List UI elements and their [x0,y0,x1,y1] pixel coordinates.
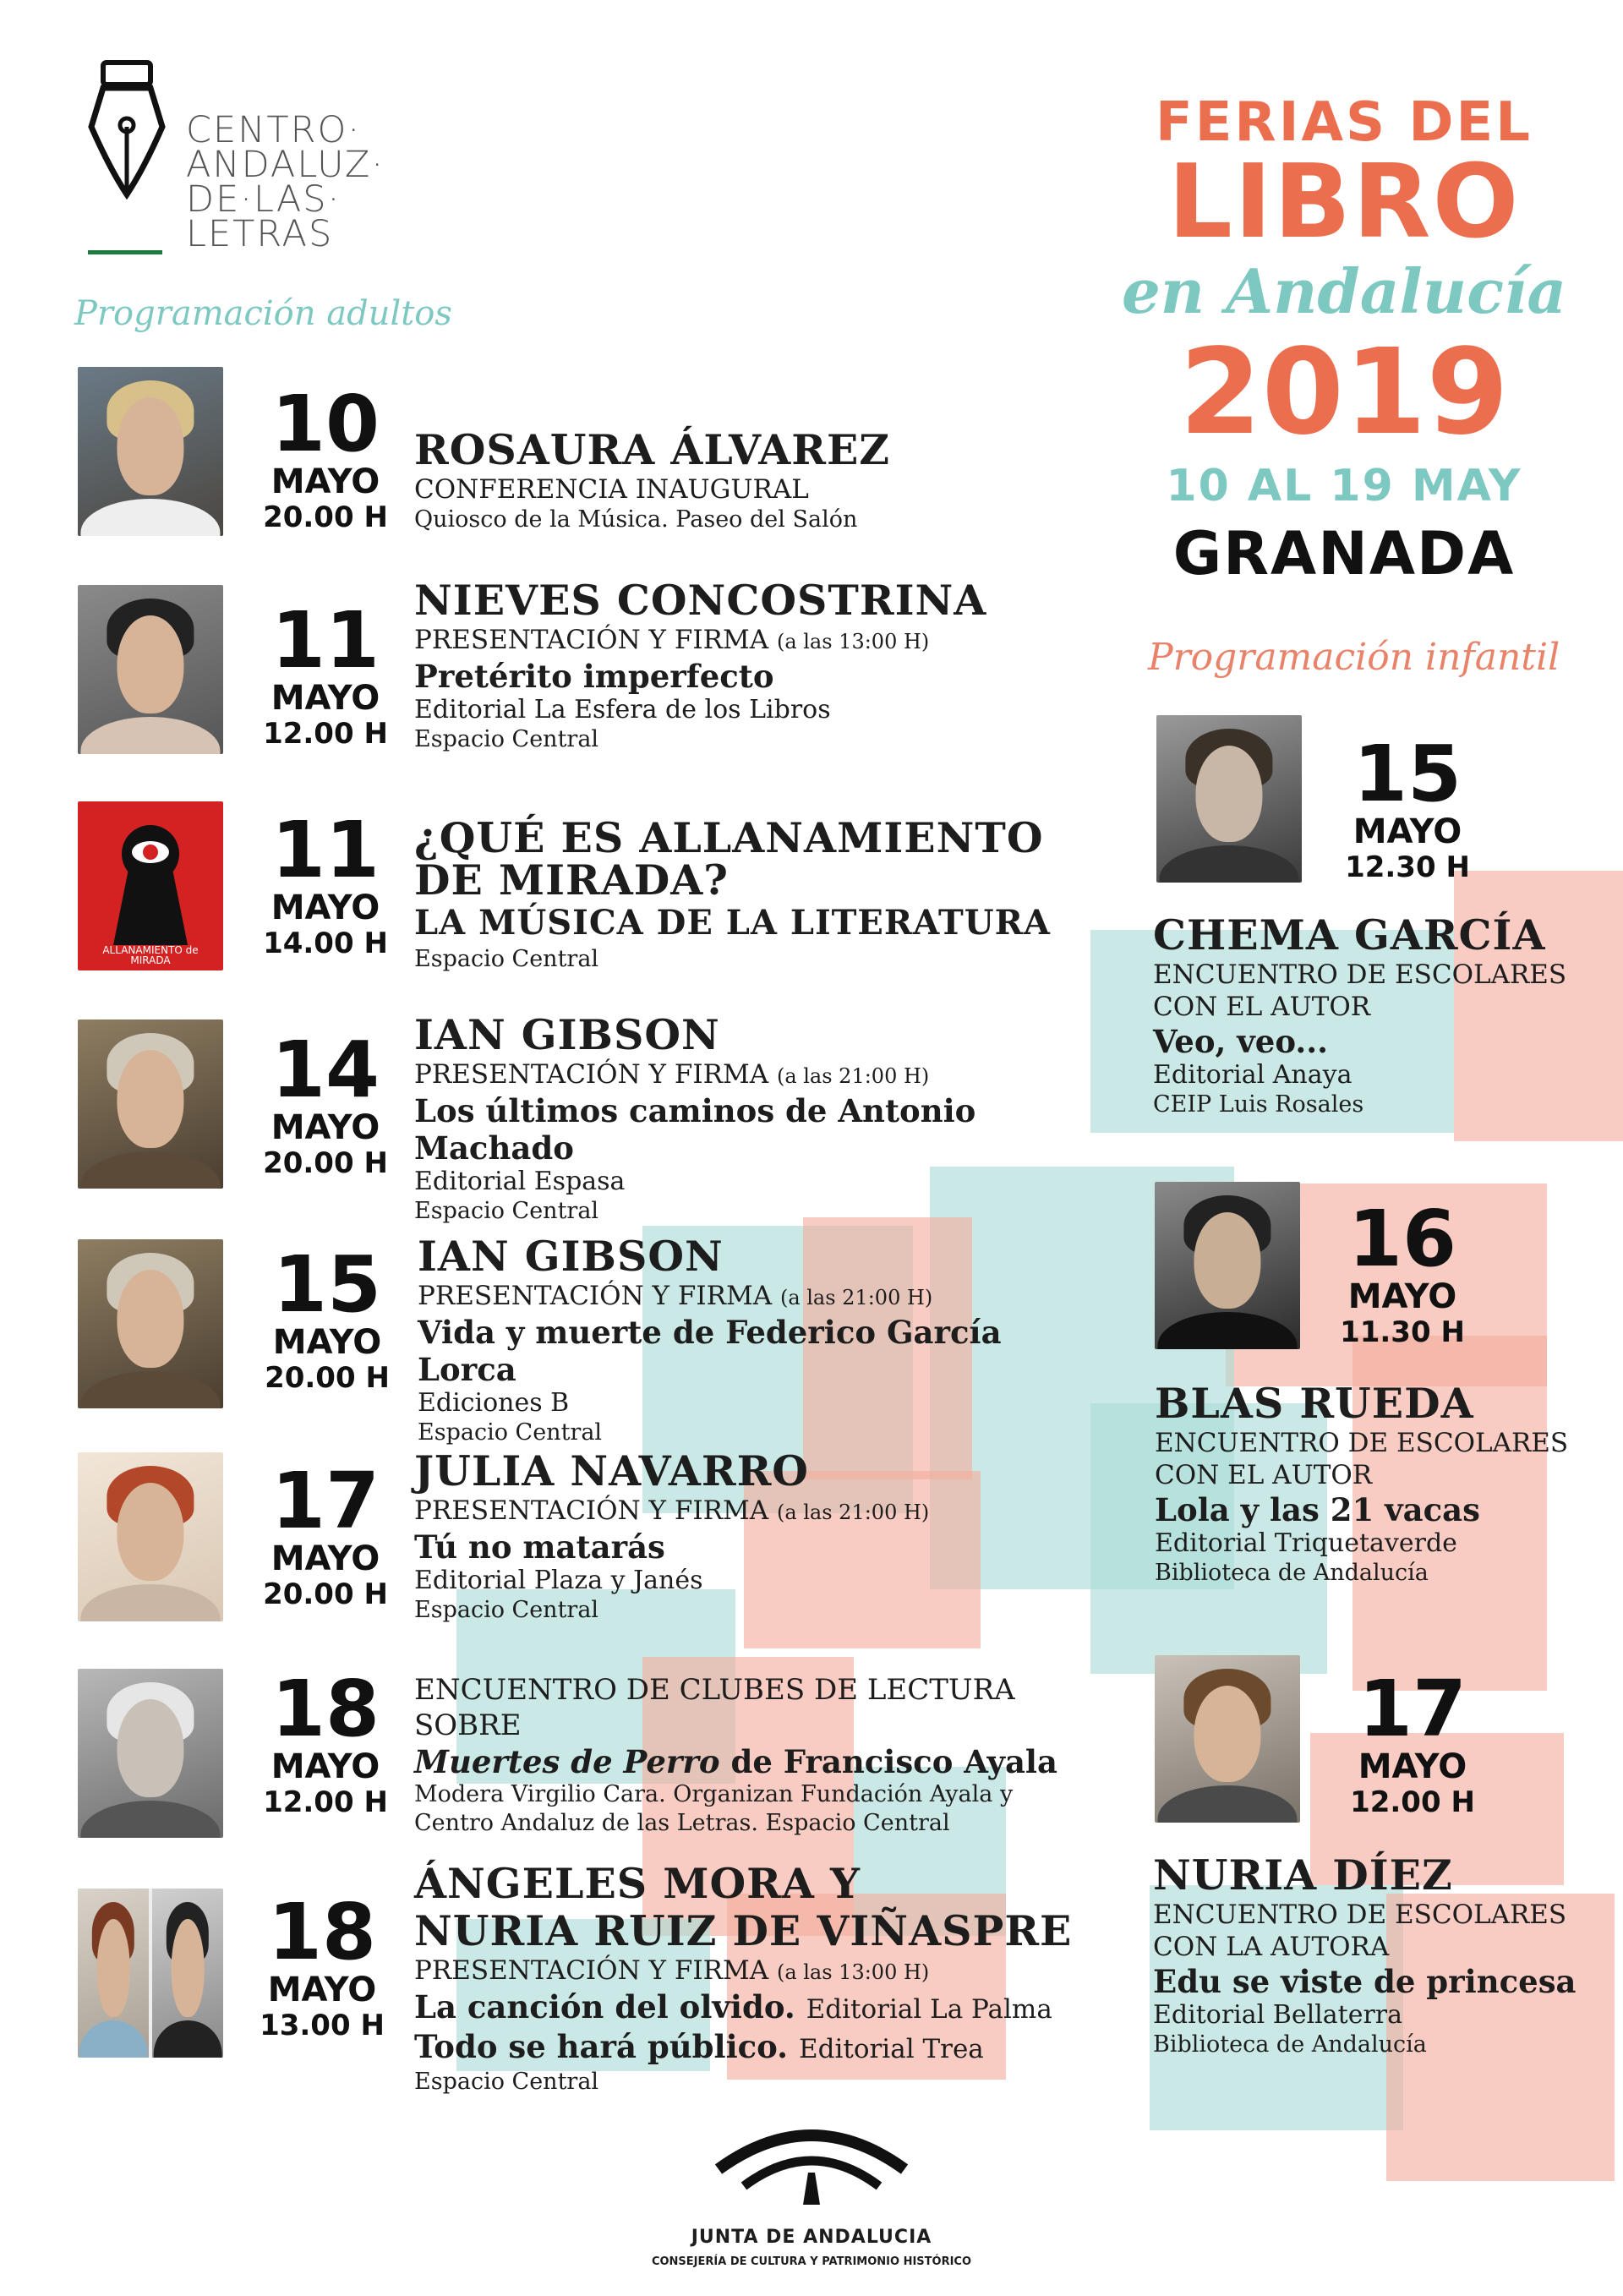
event-publisher: Editorial Plaza y Janés [414,1566,703,1595]
event-book: La canción del olvido. Editorial La Palma [414,1988,1052,2025]
event-activity: SOBRE [414,1708,522,1742]
kids-event-date: 17 MAYO 12.00 H [1350,1664,1475,1819]
event-publisher: Editorial Espasa [414,1167,626,1196]
title-year: 2019 [1179,324,1509,462]
title-line-2: LIBRO [1167,144,1521,261]
event-note: Modera Virgilio Cara. Organizan Fundación Ayala y [414,1781,1014,1807]
junta-department: CONSEJERÍA DE CULTURA Y PATRIMONIO HISTÓRICO [651,2255,972,2268]
event-book: Todo se hará público. Editorial Trea [414,2028,984,2065]
event-info [414,1672,1124,1838]
event-book: Muertes de Perro de Francisco Ayala [414,1743,1057,1780]
kids-event-activity: ENCUENTRO DE ESCOLARES [1153,959,1567,990]
event-activity: ENCUENTRO DE CLUBES DE LECTURA [414,1673,1015,1707]
event-subtitle: LA MÚSICA DE LA LITERATURA [414,903,1051,943]
kids-event-info [1155,1380,1611,1588]
kids-event-photo [1155,1182,1300,1349]
event-activity: PRESENTACIÓN Y FIRMA (a las 21:00 H) [414,1495,930,1526]
kids-event-author: NURIA DÍEZ [1153,1850,1453,1900]
event-place: Espacio Central [414,2069,599,2095]
kids-event-place: Biblioteca de Andalucía [1153,2031,1427,2058]
kids-event-photo [1155,1655,1300,1823]
kids-event-photo [1156,715,1302,883]
logo-underline [88,250,162,254]
kids-event-publisher: Editorial Triquetaverde [1155,1528,1457,1558]
event-author: IAN GIBSON [418,1232,724,1281]
event-title: ¿QUÉ ES ALLANAMIENTO [414,813,1044,862]
kids-event-info [1153,911,1609,1119]
junta-name: JUNTA DE ANDALUCIA [691,2227,932,2248]
kids-event-activity: CON EL AUTOR [1153,992,1371,1022]
event-date: 17 MAYO 20.00 H [263,1456,388,1611]
title-line-1: FERIAS DEL [1155,91,1533,154]
pen-nib-icon [85,59,169,211]
event-author: IAN GIBSON [414,1010,720,1059]
kids-event-activity: CON EL AUTOR [1155,1460,1373,1490]
kids-event-info [1153,1851,1609,2059]
kids-event-place: Biblioteca de Andalucía [1155,1560,1429,1586]
event-book: Los últimos caminos de Antonio Machado [414,1092,976,1167]
event-photo [78,367,223,536]
event-info [414,1011,1107,1226]
event-date: 10 MAYO 20.00 H [263,379,388,534]
event-author: NURIA RUIZ DE VIÑASPRE [414,1906,1073,1955]
kids-event-date: 16 MAYO 11.30 H [1340,1194,1465,1349]
event-place: Espacio Central [414,1198,599,1224]
event-activity: PRESENTACIÓN Y FIRMA (a las 13:00 H) [414,625,930,655]
event-activity: PRESENTACIÓN Y FIRMA (a las 21:00 H) [414,1059,930,1090]
event-book: Vida y muerte de Federico García Lorca [418,1314,1002,1388]
title-line-3: en Andalucía [1122,255,1566,327]
event-activity: PRESENTACIÓN Y FIRMA (a las 21:00 H) [418,1281,933,1311]
event-info [414,426,1090,534]
logo [85,59,406,262]
title-dates: 10 AL 19 MAY [1166,461,1522,511]
kids-event-place: CEIP Luis Rosales [1153,1091,1364,1118]
title-city: GRANADA [1172,519,1516,588]
event-date: 18 MAYO 13.00 H [260,1887,385,2042]
event-place: Espacio Central [418,1419,603,1446]
junta-logo [651,2110,972,2279]
fair-title [1082,93,1606,592]
kids-event-book: Veo, veo... [1153,1023,1329,1060]
event-place: Espacio Central [414,1597,599,1623]
event-author: ÁNGELES MORA Y [414,1859,861,1908]
event-place: Espacio Central [414,946,599,972]
kids-event-book: Lola y las 21 vacas [1155,1491,1480,1528]
event-author: ROSAURA ÁLVAREZ [414,425,891,474]
section-title-kids: Programación infantil [1148,636,1560,679]
event-publisher: Ediciones B [418,1388,570,1418]
kids-event-activity: CON LA AUTORA [1153,1932,1390,1962]
event-photo-double [78,1889,223,2058]
kids-event-author: BLAS RUEDA [1155,1379,1474,1428]
event-place: Espacio Central [414,726,599,752]
event-photo [78,1452,223,1621]
event-note: Centro Andaluz de las Letras. Espacio Central [414,1810,950,1836]
junta-arch-icon [651,2110,972,2211]
section-title-adults: Programación adultos [74,294,452,333]
event-author: NIEVES CONCOSTRINA [414,576,987,625]
event-info [414,1447,1107,1625]
kids-event-date: 15 MAYO 12.30 H [1345,729,1470,884]
kids-event-publisher: Editorial Bellaterra [1153,2000,1403,2030]
event-activity: CONFERENCIA INAUGURAL [414,474,809,505]
event-date: 14 MAYO 20.00 H [263,1025,388,1180]
event-book: Pretérito imperfecto [414,658,774,695]
event-photo [78,585,223,754]
kids-event-activity: ENCUENTRO DE ESCOLARES [1155,1428,1569,1458]
kids-event-book: Edu se viste de princesa [1153,1963,1577,2000]
event-place: Quiosco de la Música. Paseo del Salón [414,506,858,533]
event-info [418,1233,1111,1447]
event-info [414,577,1090,754]
book-cover-text: ALLANAMIENTO de MIRADA [102,944,199,966]
event-title: DE MIRADA? [414,856,730,905]
event-publisher: Editorial La Esfera de los Libros [414,695,831,724]
kids-event-author: CHEMA GARCÍA [1153,910,1546,959]
event-date: 11 MAYO 12.00 H [263,595,388,751]
event-photo [78,1669,223,1838]
event-book: Tú no matarás [414,1528,665,1566]
event-date: 18 MAYO 12.00 H [263,1664,388,1819]
book-cover-image [78,801,223,970]
event-info [414,813,1107,974]
event-author: JULIA NAVARRO [414,1446,809,1495]
event-photo [78,1239,223,1408]
event-photo [78,1020,223,1189]
event-activity: PRESENTACIÓN Y FIRMA (a las 13:00 H) [414,1955,930,1986]
event-date: 15 MAYO 20.00 H [265,1239,390,1395]
event-info [414,1860,1124,2096]
kids-event-activity: ENCUENTRO DE ESCOLARES [1153,1900,1567,1930]
event-date: 11 MAYO 14.00 H [263,805,388,960]
kids-event-publisher: Editorial Anaya [1153,1060,1352,1090]
logo-text: CENTRO· ANDALUZ· DE·LAS· LETRAS [186,109,385,255]
